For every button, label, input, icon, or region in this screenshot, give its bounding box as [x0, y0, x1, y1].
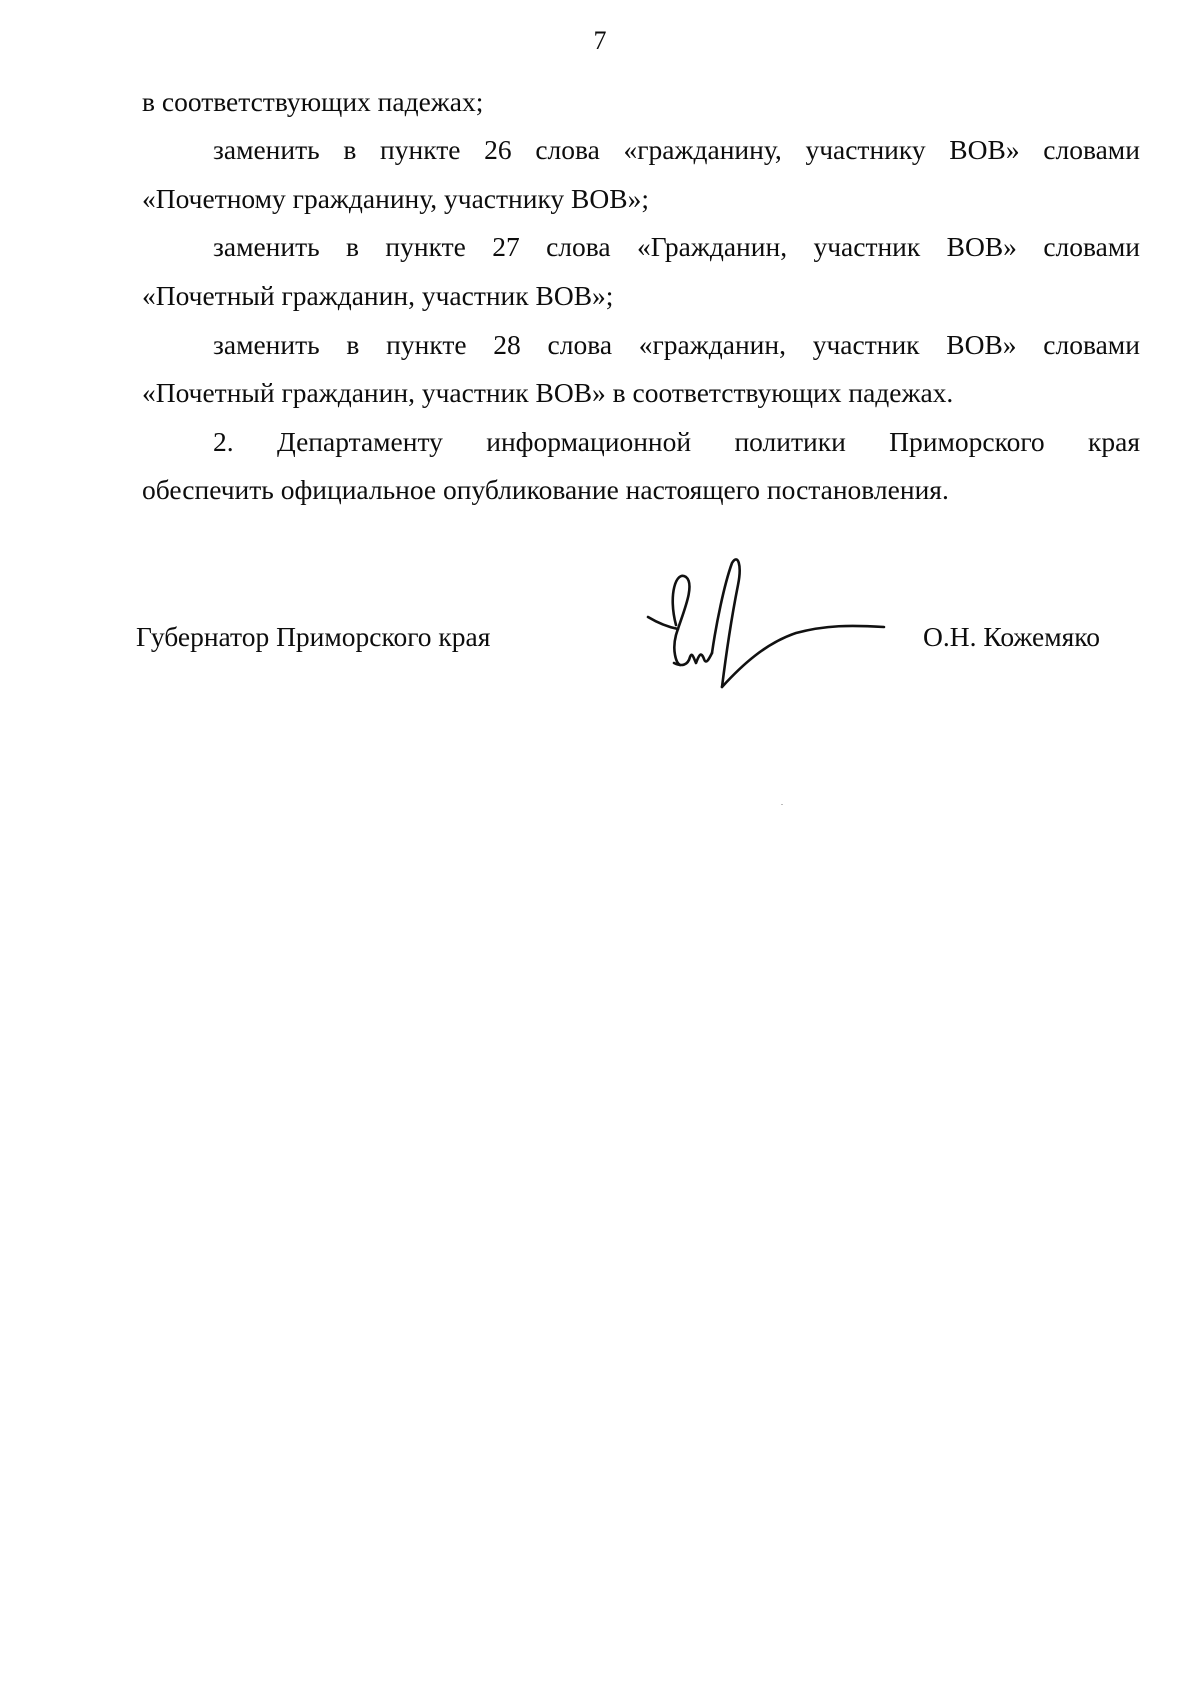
signatory-name: О.Н. Кожемяко: [923, 621, 1100, 652]
word: «гражданину,: [623, 134, 782, 165]
word: «гражданин,: [638, 329, 786, 360]
word: Приморского: [889, 426, 1045, 457]
text-line: «Почетный гражданин, участник ВОВ» в соответствующих падежах.: [142, 377, 954, 408]
word: словами: [1043, 231, 1140, 262]
signatory-role: Губернатор Приморского края: [136, 621, 491, 652]
text-line: обеспечить официальное опубликование настоящего постановления.: [142, 474, 949, 505]
word: информационной: [486, 426, 692, 457]
word: словами: [1043, 134, 1140, 165]
page-number: 7: [593, 26, 607, 55]
word: 2.: [213, 426, 234, 457]
text-line: в соответствующих падежах;: [142, 86, 484, 117]
word: участник: [812, 329, 920, 360]
word: заменить: [213, 134, 320, 165]
text-line: «Почетному гражданину, участнику ВОВ»;: [142, 183, 649, 214]
word: политики: [734, 426, 846, 457]
word: участнику: [805, 134, 926, 165]
word: слова: [547, 329, 613, 360]
word: ВОВ»: [946, 231, 1017, 262]
word: «Гражданин,: [636, 231, 788, 262]
word: 28: [493, 329, 521, 360]
word: слова: [535, 134, 600, 165]
word: ВОВ»: [949, 134, 1020, 165]
word: 26: [484, 134, 512, 165]
word: Департаменту: [276, 426, 443, 457]
word: 27: [492, 231, 520, 262]
word: в: [346, 231, 360, 262]
scan-speck: [781, 804, 783, 805]
word: в: [346, 329, 360, 360]
word: пункте: [386, 329, 467, 360]
text-line-justified: [213, 328, 1140, 362]
text-line-justified: [213, 425, 1140, 459]
word: в: [343, 134, 357, 165]
word: словами: [1043, 329, 1140, 360]
word: пункте: [380, 134, 461, 165]
text-line-justified: [213, 133, 1140, 167]
word: заменить: [213, 329, 320, 360]
word: слова: [546, 231, 611, 262]
text-line-justified: [213, 230, 1140, 264]
text-line: «Почетный гражданин, участник ВОВ»;: [142, 280, 614, 311]
word: заменить: [213, 231, 320, 262]
word: ВОВ»: [946, 329, 1017, 360]
handwritten-signature: [646, 555, 886, 700]
word: участник: [813, 231, 921, 262]
word: пункте: [385, 231, 466, 262]
word: края: [1088, 426, 1140, 457]
